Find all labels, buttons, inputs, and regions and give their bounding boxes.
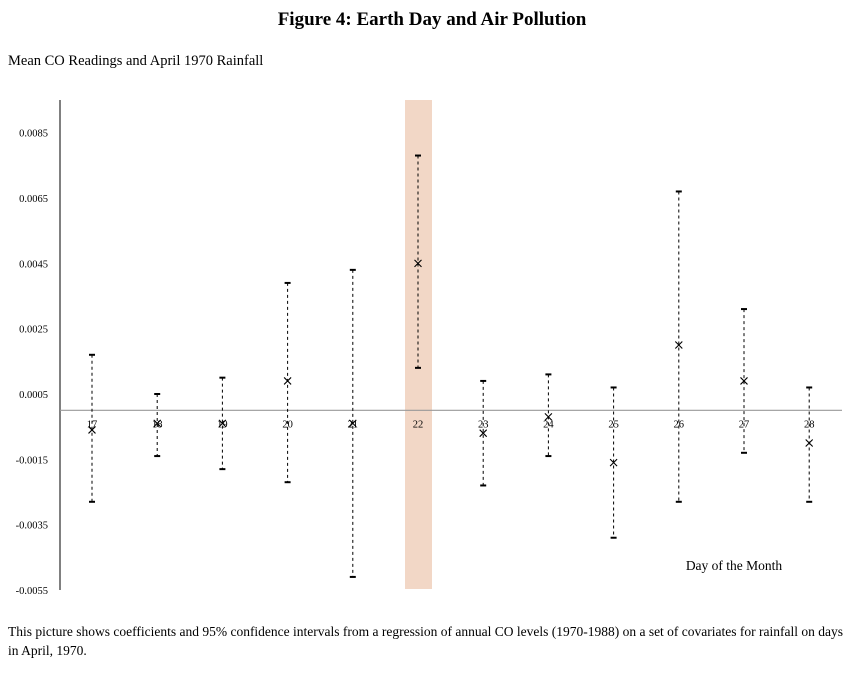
x-tick-label: 17	[86, 419, 98, 431]
y-tick-label: -0.0035	[15, 520, 48, 532]
y-tick-label: 0.0005	[19, 390, 48, 401]
x-tick-label: 25	[608, 419, 619, 431]
x-axis-label: Day of the Month	[685, 558, 783, 573]
x-tick-label: 22	[412, 419, 424, 431]
x-tick-label: 20	[282, 419, 293, 431]
x-tick-label: 28	[803, 419, 815, 431]
x-tick-label: 26	[673, 419, 685, 431]
x-tick-label: 21	[347, 419, 359, 431]
y-tick-label: 0.0045	[19, 259, 48, 271]
y-tick-label: -0.0055	[15, 586, 48, 597]
y-tick-label: 0.0065	[19, 194, 48, 205]
x-tick-label: 24	[543, 419, 554, 431]
y-tick-label: -0.0015	[15, 455, 48, 467]
figure-caption: This picture shows coefficients and 95% confidence intervals from a regression of annual CO levels (1970-1988) on a set of covariates for rainfall on days in April, 1970.	[8, 624, 843, 658]
x-tick-label: 18	[151, 419, 163, 431]
y-tick-label: 0.0085	[19, 128, 48, 140]
coefficient-marker	[284, 377, 291, 384]
figure-title: Figure 4: Earth Day and Air Pollution	[277, 9, 587, 30]
coefficient-marker	[806, 440, 813, 447]
x-tick-label: 27	[738, 419, 750, 431]
x-tick-label: 19	[217, 419, 228, 431]
y-tick-label: 0.0025	[19, 324, 48, 336]
x-tick-label: 23	[477, 419, 489, 431]
chart-subtitle: Mean CO Readings and April 1970 Rainfall	[8, 53, 264, 69]
